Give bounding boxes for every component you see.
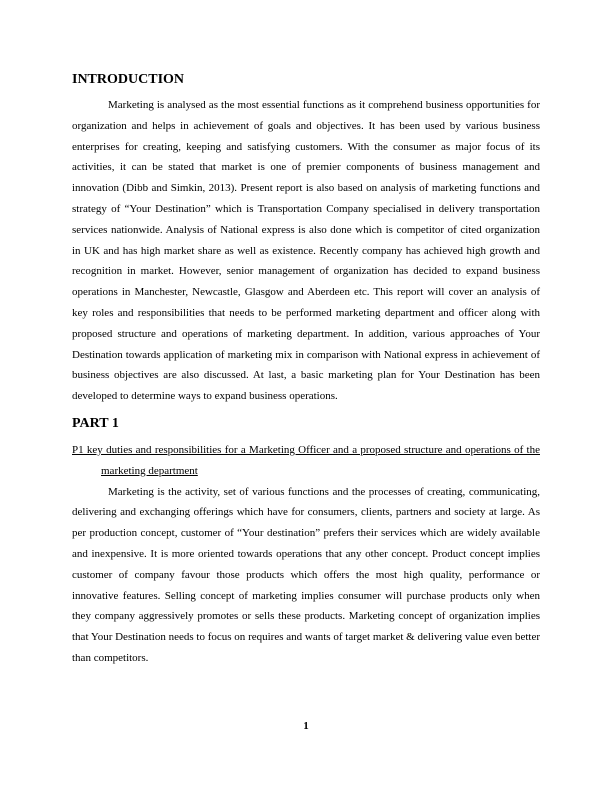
page-number: 1	[303, 720, 309, 732]
introduction-heading: INTRODUCTION	[72, 72, 185, 87]
part-1-heading: PART 1	[72, 415, 119, 431]
introduction-paragraph: Marketing is analysed as the most essential functions as it comprehend business opportunities for organization and helps in achievement of goals and objectives. It has been used by various business enterprises for creating, keeping and satisfying customers. With the consumer as major focus of its activities, it can be stated that market is one of premier components of business management and innovation (Dibb and Simkin, 2013). Present report is also based on analysis of marketing functions and strategy of “Your Destination” which is Transportation Company specialised in delivery transportation services nationwide. Analysis of National express is also done which is competitor of cited organization in UK and has high market share as well as existence. Recently company has achieved high growth and recognition in market. However, senior management of organization has decided to expand business operations in Manchester, Newcastle, Glasgow and Aberdeen etc. This report will cover an analysis of key roles and responsibilities that needs to be performed marketing department and officer along with proposed structure and operations of marketing department. In addition, various approaches of Your Destination towards application of marketing mix in comparison with National express in achievement of business objectives are also discussed. At last, a basic marketing plan for Your Destination has been developed to determine ways to expand business operations.	[72, 99, 540, 403]
marketing-paragraph: Marketing is the activity, set of various functions and the processes of creating, communicating, delivering and exchanging offerings which have for consumers, clients, partners and society at large. As per production concept, customer of “Your destination” prefers their services which are widely available and inexpensive. It is more oriented towards operations that any other concept. Product concept implies customer of company favour those products which offers the most high quality, performance or innovative features. Selling concept of marketing implies consumer will purchase products only when they company aggressively promotes or sells these products. Marketing concept of organization implies that Your Destination needs to focus on requires and wants of target market & delivering value even better than competitors.	[72, 485, 540, 664]
p1-subheading: P1 key duties and responsibilities for a Marketing Officer and a proposed structure and operations of the marketing department	[72, 443, 540, 477]
page-content	[72, 70, 540, 669]
